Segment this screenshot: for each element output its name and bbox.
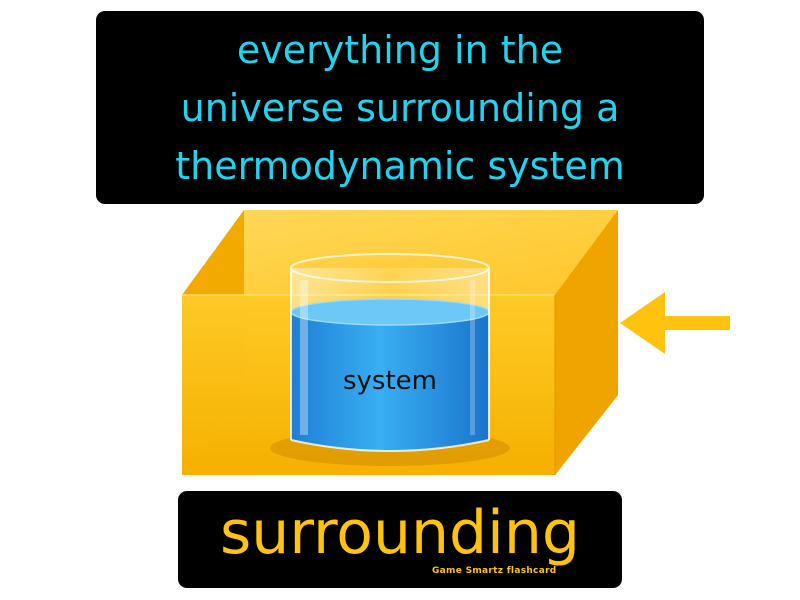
- definition-line-2: universe surrounding a: [180, 85, 620, 130]
- beaker: [291, 254, 489, 451]
- definition-line-1: everything in the: [236, 27, 564, 72]
- system-label: system: [343, 366, 437, 396]
- brand-label: Game Smartz flashcard: [432, 566, 557, 576]
- definition-line-3: thermodynamic system: [175, 143, 625, 188]
- arrow-icon: [620, 292, 730, 354]
- term-title: surrounding: [220, 497, 580, 568]
